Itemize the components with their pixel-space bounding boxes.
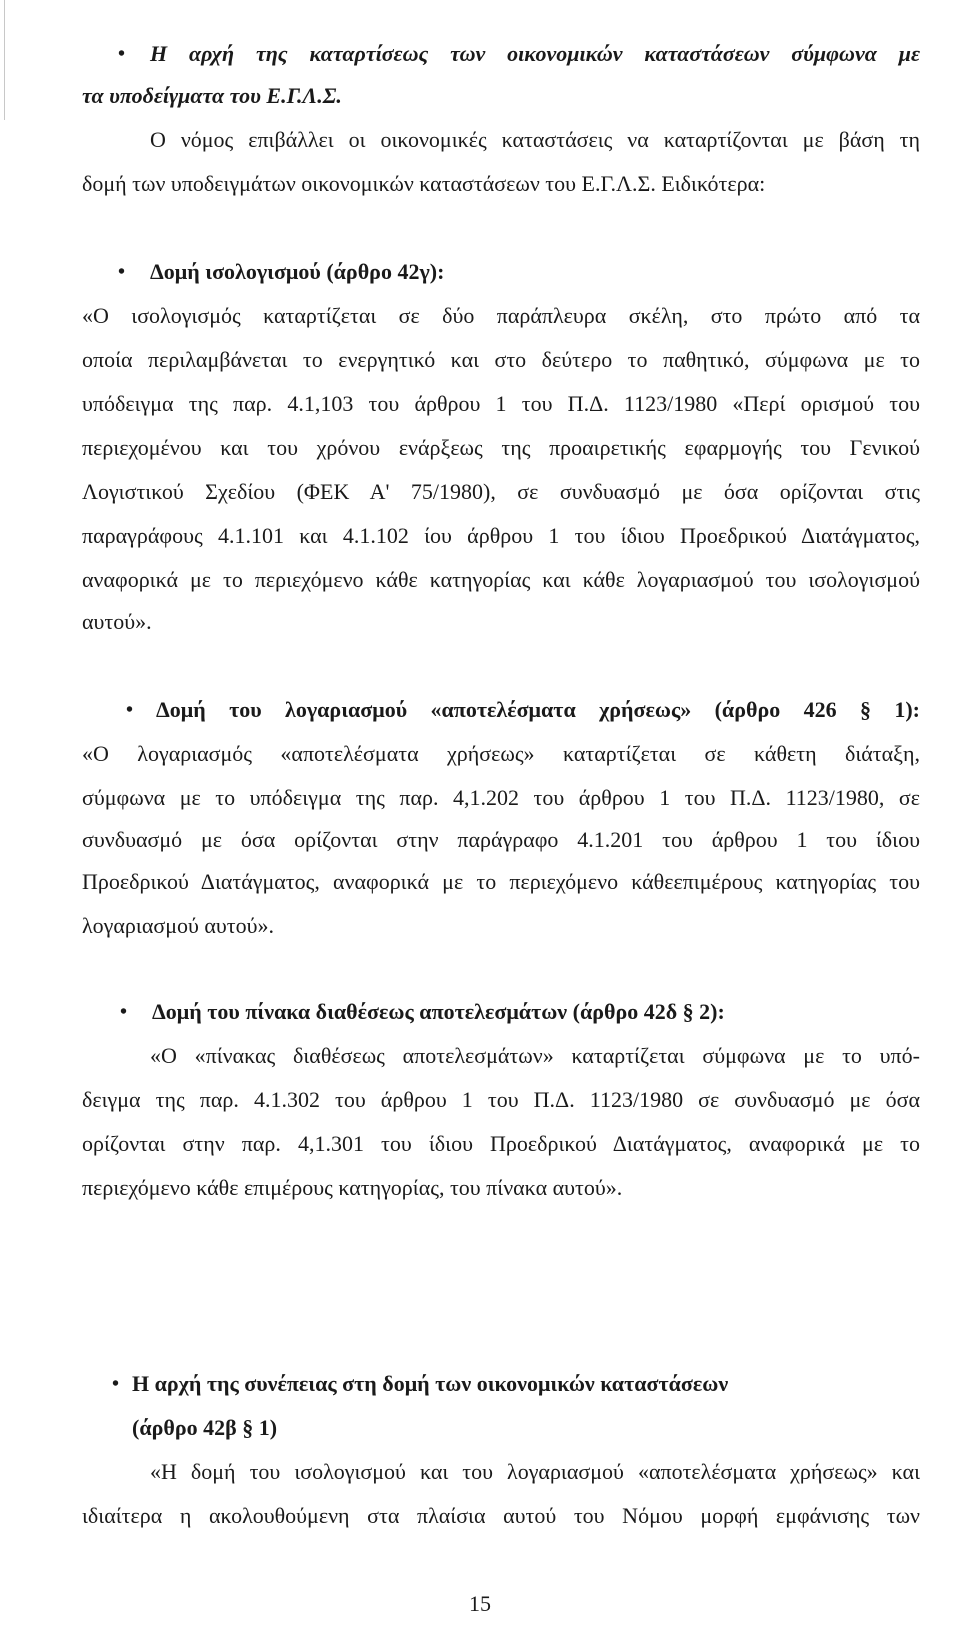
body-line: ιδιαίτερα η ακολουθούμενη στα πλαίσια αυτού του Νόμου μορφή εμφάνισης των: [82, 1503, 920, 1528]
section-heading: Δομή ισολογισμού (άρθρο 42γ):: [150, 259, 445, 284]
section-heading: Η αρχή της καταρτίσεως των οικονομικών καταστάσεων σύμφωνα με: [150, 41, 920, 66]
body-line: περιεχόμενο κάθε επιμέρους κατηγορίας, του πίνακα αυτού».: [82, 1175, 623, 1200]
body-line: «Ο «πίνακας διαθέσεως αποτελεσμάτων» καταρτίζεται σύμφωνα με το υπό-: [150, 1043, 920, 1068]
body-line: δειγμα της παρ. 4.1.302 του άρθρου 1 του Π.Δ. 1123/1980 σε συνδυασμό με όσα: [82, 1087, 920, 1112]
section-heading: Δομή του λογαριασμού «αποτελέσματα χρήσεως» (άρθρο 426 § 1):: [156, 697, 920, 722]
body-line: αναφορικά με το περιεχόμενο κάθε κατηγορίας και κάθε λογαριασμού του ισολογισμού: [82, 567, 920, 592]
body-line: σύμφωνα με το υπόδειγμα της παρ. 4,1.202 του άρθρου 1 του Π.Δ. 1123/1980, σε: [82, 785, 920, 810]
section-heading: Η αρχή της συνέπειας στη δομή των οικονομικών καταστάσεων: [132, 1371, 729, 1396]
body-line: περιεχομένου και του χρόνου ενάρξεως της προαιρετικής εφαρμογής του Γενικού: [82, 435, 920, 460]
body-line: Προεδρικού Διατάγματος, αναφορικά με το περιεχόμενο κάθεεπιμέρους κατηγορίας του: [82, 869, 920, 894]
body-line: οποία περιλαμβάνεται το ενεργητικό και στο δεύτερο το παθητικό, σύμφωνα με το: [82, 347, 920, 372]
body-line: «Ο ισολογισμός καταρτίζεται σε δύο παράπλευρα σκέλη, στο πρώτο από τα: [82, 303, 920, 328]
body-line: «Η δομή του ισολογισμού και του λογαριασμού «αποτελέσματα χρήσεως» και: [150, 1459, 920, 1484]
bullet-icon: •: [118, 261, 126, 283]
body-line: συνδυασμό με όσα ορίζονται στην παράγραφο 4.1.201 του άρθρου 1 του ίδιου: [82, 827, 920, 852]
body-line: «Ο λογαριασμός «αποτελέσματα χρήσεως» καταρτίζεται σε κάθετη διάταξη,: [82, 741, 920, 766]
bullet-icon: •: [118, 43, 126, 65]
section-heading: Δομή του πίνακα διαθέσεως αποτελεσμάτων (άρθρο 42δ § 2):: [152, 999, 725, 1024]
page-number: 15: [469, 1591, 491, 1616]
body-line: Ο νόμος επιβάλλει οι οικονομικές καταστάσεις να καταρτίζονται με βάση τη: [150, 127, 920, 152]
section-heading-continued: τα υποδείγματα του Ε.Γ.Λ.Σ.: [82, 83, 342, 108]
body-line: Λογιστικού Σχεδίου (ΦΕΚ Α' 75/1980), σε συνδυασμό με όσα ορίζονται στις: [82, 479, 920, 504]
body-line: παραγράφους 4.1.101 και 4.1.102 ίου άρθρου 1 του ίδιου Προεδρικού Διατάγματος,: [82, 523, 920, 548]
body-line: δομή των υποδειγμάτων οικονομικών καταστάσεων του Ε.Γ.Λ.Σ. Ειδικότερα:: [82, 171, 766, 196]
body-line: υπόδειγμα της παρ. 4.1,103 του άρθρου 1 του Π.Δ. 1123/1980 «Περί ορισμού του: [82, 391, 920, 416]
body-line: αυτού».: [82, 609, 152, 634]
section-heading-continued: (άρθρο 42β § 1): [132, 1415, 278, 1440]
body-line: λογαριασμού αυτού».: [82, 913, 275, 938]
body-line: ορίζονται στην παρ. 4,1.301 του ίδιου Προεδρικού Διατάγματος, αναφορικά με το: [82, 1131, 920, 1156]
bullet-icon: •: [120, 1001, 128, 1023]
bullet-icon: •: [112, 1373, 120, 1395]
scan-edge-line: [4, 0, 5, 120]
bullet-icon: •: [126, 699, 134, 721]
